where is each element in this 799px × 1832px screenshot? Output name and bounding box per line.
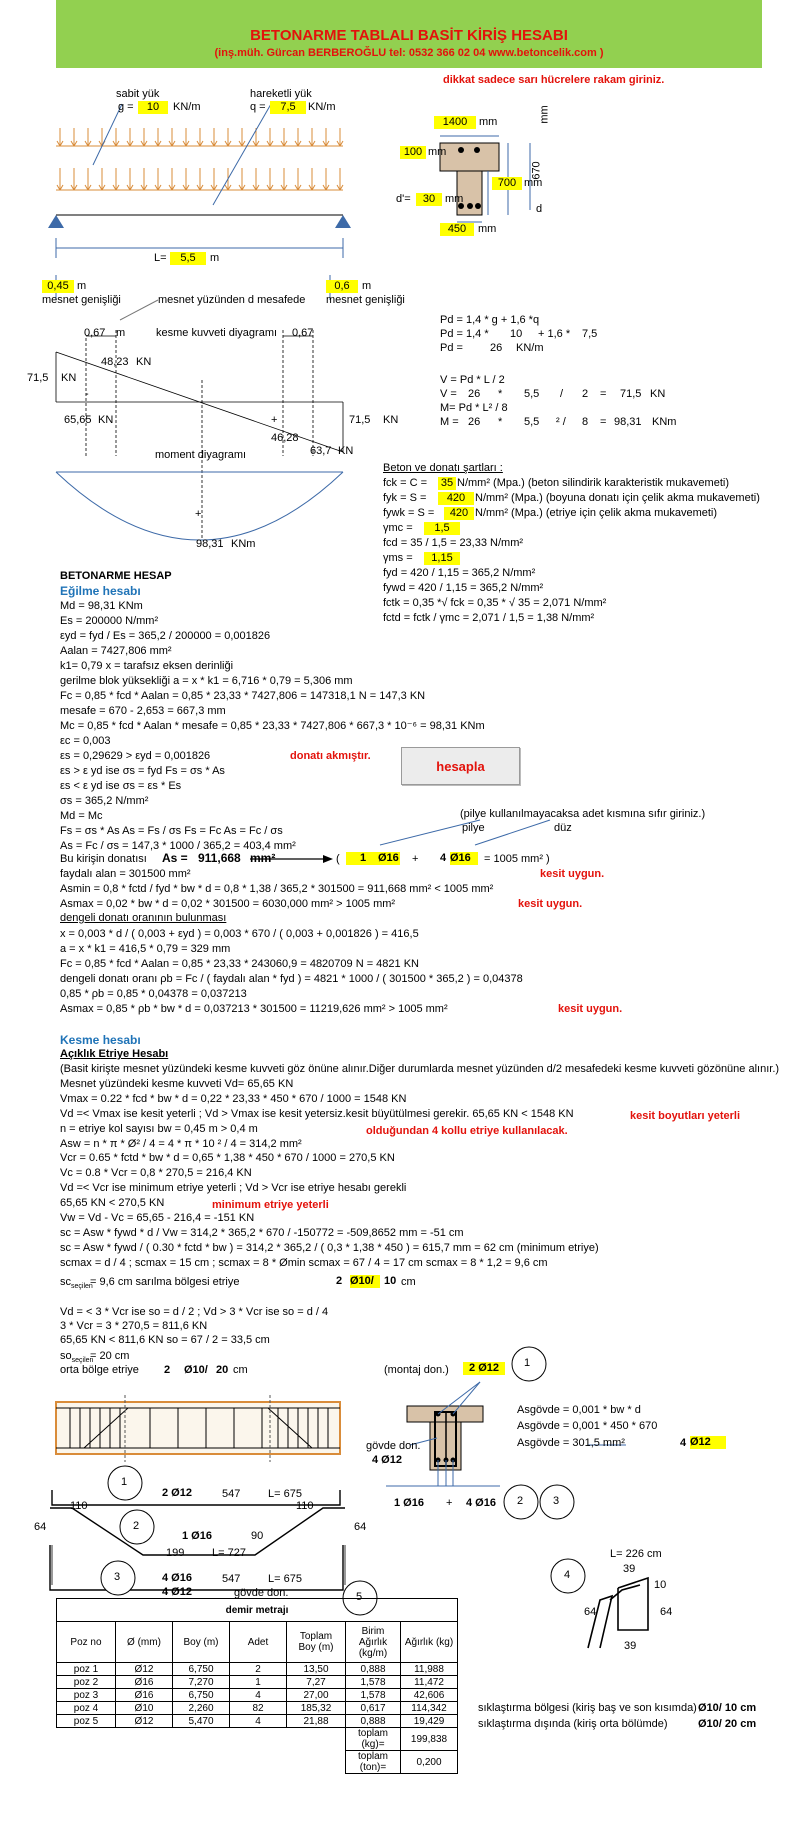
pd-line-3a: Pd = xyxy=(440,342,463,354)
m-7a: M = xyxy=(440,416,459,428)
calc-line: Asmax = 0,85 * ρb * bw * d = 0,037213 * 301500 = 11219,626 mm² > 1005 mm² xyxy=(60,1003,448,1015)
calc-line: 65,65 KN < 811,6 KN so = 67 / 2 = 33,5 cm xyxy=(60,1334,270,1346)
duz-count: 4 xyxy=(440,852,447,864)
calc-line: Mc = 0,85 * fcd * Aalan * mesafe = 0,85 * 23,33 * 7427,806 * 667,3 * 10⁻⁶ = 98,31 KNm xyxy=(60,720,485,732)
pd-line-2c: + 1,6 * xyxy=(538,328,571,340)
table-cell: poz 1 xyxy=(57,1663,116,1676)
kesit-uygun-3: kesit uygun. xyxy=(558,1003,623,1015)
kollu-note: olduğundan 4 kollu etriye kullanılacak. xyxy=(366,1125,568,1137)
orta-unit: cm xyxy=(233,1364,248,1376)
v-5b: 26 xyxy=(468,388,481,400)
poz4-10: 10 xyxy=(654,1579,667,1591)
calc-line: sc = Asw * fywd * d / Vw = 314,2 * 365,2 * 670 / -150772 = -509,8652 mm = -51 cm xyxy=(60,1226,464,1239)
m-7i: KNm xyxy=(652,416,677,428)
table-cell: 13,50 xyxy=(287,1663,346,1676)
metraj-header: Ø (mm) xyxy=(116,1622,173,1663)
calc-line: Asw = n * π * Ø² / 4 = 4 * π * 10 ² / 4 = 314,2 mm² xyxy=(60,1137,302,1150)
calc-line: εc = 0,003 xyxy=(60,735,111,747)
poz4-circle: 4 xyxy=(564,1569,571,1581)
orta-dia: Ø10/ xyxy=(184,1364,208,1376)
calc-line: (Basit kirişte mesnet yüzündeki kesme kuvveti göz önüne alınır.Diğer durumlarda mesnet yüzünden d/2 mesafedeki kesme kuvveti gözönüne alınır.) xyxy=(60,1063,780,1075)
v-5e: / xyxy=(560,388,564,400)
calc-line: Asmin = 0,8 * fctd / fyd * bw * d = 0,8 * 1,38 / 365,2 * 301500 = 911,668 mm² < 1005 mm² xyxy=(60,883,494,895)
fyk-label: fyk = S = xyxy=(383,492,427,504)
calc-line: k1= 0,79 x = tarafsız eksen derinliği xyxy=(60,660,234,672)
height-input[interactable]: 700 xyxy=(492,177,522,190)
table-cell: 21,88 xyxy=(287,1715,346,1728)
total-ton: 0,200 xyxy=(401,1751,458,1774)
dead-load-unit: KN/m xyxy=(173,101,201,113)
fck-input[interactable]: 35 xyxy=(438,477,456,490)
calc-line: mesafe = 670 - 2,653 = 667,3 mm xyxy=(60,705,226,717)
metraj-header: Toplam Boy (m) xyxy=(287,1622,346,1663)
stirrup-shape xyxy=(588,1578,648,1648)
shear-plus: + xyxy=(271,414,278,426)
table-cell: Ø10 xyxy=(116,1702,173,1715)
siklastirma-2: sıklaştırma dışında (kiriş orta bölümde) xyxy=(478,1718,668,1730)
orta-label: orta bölge etriye xyxy=(60,1364,139,1376)
v-5f: 2 xyxy=(582,388,589,400)
kesit-yeterli: kesit boyutları yeterli xyxy=(630,1110,741,1122)
pilye-label: pilye xyxy=(462,822,485,834)
so-secilen-label: $so_{seçilen}$ xyxy=(60,1350,94,1365)
paren-open: ( xyxy=(336,853,340,865)
calc-line: εs > ε yd ise σs = fyd Fs = σs * As xyxy=(60,765,225,777)
metraj-header: Poz no xyxy=(57,1622,116,1663)
duz-dia-input[interactable]: Ø16 xyxy=(450,852,478,865)
poz1-L: L= 675 xyxy=(268,1488,302,1500)
pilye-dia-input[interactable]: Ø16 xyxy=(378,852,399,864)
pilye-count-input[interactable]: 1 xyxy=(346,852,380,865)
sc-secilen-value: = 9,6 cm sarılma bölgesi etriye xyxy=(90,1276,240,1288)
poz2-110-right: 110 xyxy=(296,1500,314,1512)
table-cell: poz 2 xyxy=(57,1676,116,1689)
poz4-64a: 64 xyxy=(584,1606,597,1618)
calc-heading: BETONARME HESAP xyxy=(60,570,172,582)
dengeli-heading: dengeli donatı oranının bulunması xyxy=(60,912,227,924)
shear-minus: - xyxy=(85,388,89,400)
bending-heading: Eğilme hesabı xyxy=(60,584,141,598)
siklastirma-2-val: Ø10/ 20 cm xyxy=(698,1718,757,1730)
table-cell: 1,578 xyxy=(346,1676,401,1689)
fck-label: fck = C = xyxy=(383,477,428,489)
dead-load-sym: g = xyxy=(118,101,134,113)
right-support-unit: m xyxy=(362,280,372,292)
table-cell: Ø12 xyxy=(116,1715,173,1728)
shear-v1-unit: KN xyxy=(136,356,152,368)
orta-spacing: 20 xyxy=(216,1364,229,1376)
poz1-circle: 1 xyxy=(121,1476,128,1488)
asgovde-count: 4 xyxy=(680,1437,687,1449)
donati-value: 911,668 xyxy=(198,851,241,865)
poz5-circle: 5 xyxy=(356,1591,363,1603)
pd-line-3c: KN/m xyxy=(516,342,544,354)
fctk-line: fctk = 0,35 *√ fck = 0,35 * √ 35 = 2,071 N/mm² xyxy=(383,597,607,609)
materials-title: Beton ve donatı şartları : xyxy=(383,462,503,474)
v-5h: 71,5 xyxy=(620,388,642,400)
calc-line: As = Fc / σs = 147,3 * 1000 / 365,2 = 403,4 mm² xyxy=(60,840,296,852)
table-cell: 1,578 xyxy=(346,1689,401,1702)
shear-v1: 48,23 xyxy=(101,356,129,368)
calc-line: σs = 365,2 N/mm² xyxy=(60,795,149,807)
table-cell: 6,750 xyxy=(173,1689,230,1702)
metraj-header: Boy (m) xyxy=(173,1622,230,1663)
poz2-L: L= 727 xyxy=(212,1547,246,1559)
fywd-line: fywd = 420 / 1,15 = 365,2 N/mm² xyxy=(383,582,544,594)
v-5d: 5,5 xyxy=(524,388,540,400)
fyk-input[interactable]: 420 xyxy=(438,492,474,505)
sarilma-unit: cm xyxy=(401,1276,416,1288)
table-cell: Ø16 xyxy=(116,1676,173,1689)
donati-label: Bu kirişin donatısı xyxy=(60,853,147,865)
calc-line: Vd =< Vmax ise kesit yeterli ; Vd > Vmax ise kesit yetersiz.kesit büyütülmesi gerekir. 65,65 KN < 1548 KN xyxy=(60,1107,574,1120)
span-unit: m xyxy=(210,252,220,264)
poz2-199: 199 xyxy=(166,1547,185,1559)
span-label: L= xyxy=(154,252,167,264)
montaj-label: (montaj don.) xyxy=(384,1364,449,1376)
flange-width-unit: mm xyxy=(479,116,498,128)
shear-d-left: 0,67 xyxy=(84,327,106,339)
calc-line: Vd =< Vcr ise minimum etriye yeterli ; Vd > Vcr ise etriye hesabı gerekli xyxy=(60,1182,407,1195)
calc-line: Vw = Vd - Vc = 65,65 - 216,4 = -151 KN xyxy=(60,1212,255,1224)
table-row xyxy=(57,1715,458,1728)
fywk-label: fywk = S = xyxy=(383,507,435,519)
mid-support-label: mesnet yüzünden d mesafede xyxy=(158,294,306,306)
table-cell: 11,988 xyxy=(401,1663,458,1676)
siklastirma-1: sıklaştırma bölgesi (kiriş baş ve son kısımda) xyxy=(478,1702,697,1714)
asgovde-dia-input[interactable]: Ø12 xyxy=(690,1436,726,1449)
calc-line: 3 * Vcr = 3 * 270,5 = 811,6 KN xyxy=(60,1320,208,1332)
live-load-label: hareketli yük xyxy=(250,88,312,100)
calc-line: Md = Mc xyxy=(60,810,103,822)
table-cell: 0,888 xyxy=(346,1715,401,1728)
poz2-bar: 1 Ø16 xyxy=(182,1530,212,1542)
span-input[interactable]: 5,5 xyxy=(170,252,206,265)
left-support-icon xyxy=(48,215,64,228)
calc-line: Vmax = 0.22 * fcd * bw * d = 0,22 * 23,33 * 450 * 670 / 1000 = 1548 KN xyxy=(60,1092,407,1105)
table-row xyxy=(57,1702,458,1715)
table-cell: 1 xyxy=(230,1676,287,1689)
fctd-line: fctd = fctk / γmc = 2,071 / 1,5 = 1,38 N/mm² xyxy=(383,612,595,624)
sarilma-count: 2 xyxy=(336,1275,343,1287)
table-cell: 2,260 xyxy=(173,1702,230,1715)
beam-elevation xyxy=(56,1395,340,1462)
calc-line: a = x * k1 = 416,5 * 0,79 = 329 mm xyxy=(60,943,231,955)
gms-label: γms = xyxy=(383,552,413,564)
asgovde-1: Asgövde = 0,001 * bw * d xyxy=(517,1404,641,1416)
dead-load-label: sabit yük xyxy=(116,88,160,100)
v-5a: V = xyxy=(440,388,457,400)
poz4-64b: 64 xyxy=(660,1606,673,1618)
calc-line: Md = 98,31 KNm xyxy=(60,600,143,612)
circle-1-top: 1 xyxy=(524,1357,531,1369)
govde-label: gövde don. xyxy=(366,1440,421,1452)
v-5g: = xyxy=(600,388,607,400)
donati-result: = 1005 mm² ) xyxy=(484,853,550,865)
circle-2: 2 xyxy=(517,1495,524,1507)
minimum-note: minimum etriye yeterli xyxy=(212,1199,329,1211)
table-cell: Ø12 xyxy=(116,1663,173,1676)
m-formula: M= Pd * L² / 8 xyxy=(440,402,508,414)
m-7c: * xyxy=(498,416,503,428)
v-5c: * xyxy=(498,388,503,400)
calc-line: Fc = 0,85 * fcd * Aalan = 0,85 * 23,33 * 7427,806 = 147318,1 N = 147,3 KN xyxy=(60,690,426,702)
table-cell: 27,00 xyxy=(287,1689,346,1702)
govde-value: 4 Ø12 xyxy=(372,1454,402,1466)
fyk-desc: N/mm² (Mpa.) (boyuna donatı için çelik akma mukavemeti) xyxy=(475,492,760,504)
circle-3: 3 xyxy=(553,1495,560,1507)
shear-left-unit: KN xyxy=(61,372,77,384)
table-row xyxy=(57,1689,458,1702)
shear-diagram-title: kesme kuvveti diyagramı xyxy=(156,327,278,339)
web-width-unit: mm xyxy=(478,223,497,235)
moment-diagram-title: moment diyagramı xyxy=(155,449,247,461)
dead-load-input[interactable]: 10 xyxy=(138,101,168,114)
table-cell: 42,606 xyxy=(401,1689,458,1702)
metraj-table xyxy=(56,1598,458,1774)
height-input-unit: mm xyxy=(524,177,543,189)
fywk-input[interactable]: 420 xyxy=(444,507,474,520)
calc-line: Vcr = 0.65 * fctd * bw * d = 0,65 * 1,38 * 450 * 670 / 1000 = 270,5 KN xyxy=(60,1152,395,1165)
total-ton-label: toplam (ton)= xyxy=(346,1751,401,1774)
poz5-label: gövde don. xyxy=(234,1587,289,1599)
right-support-icon xyxy=(335,215,351,228)
fyd-line: fyd = 420 / 1,15 = 365,2 N/mm² xyxy=(383,567,536,579)
m-7b: 26 xyxy=(468,416,481,428)
v-formula: V = Pd * L / 2 xyxy=(440,374,505,386)
flange-thickness-input[interactable]: 100 xyxy=(400,146,426,159)
calc-line: εyd = fyd / Es = 365,2 / 200000 = 0,001826 xyxy=(60,630,271,642)
sarilma-spacing: 10 xyxy=(384,1275,397,1287)
cover-unit: mm xyxy=(445,193,464,205)
table-row xyxy=(57,1676,458,1689)
shear-63-unit: KN xyxy=(338,445,354,457)
table-cell: 11,472 xyxy=(401,1676,458,1689)
calc-line: εs = 0,29629 > εyd = 0,001826 xyxy=(60,750,211,762)
moment-diagram xyxy=(56,472,343,540)
m-7e: ² / xyxy=(556,416,566,428)
flange-thickness-unit: mm xyxy=(428,146,447,158)
left-support-input[interactable]: 0,45 xyxy=(42,280,74,293)
table-row xyxy=(57,1663,458,1676)
calc-line: 65,65 KN < 270,5 KN xyxy=(60,1197,165,1210)
metraj-title: demir metrajı xyxy=(57,1599,458,1622)
live-load-unit: KN/m xyxy=(308,101,336,113)
cover-input[interactable]: 30 xyxy=(416,193,442,206)
shear-mid-left: 65,65 xyxy=(64,414,92,426)
calc-line: Aalan = 7427,806 mm² xyxy=(60,645,172,657)
page-title: BETONARME TABLALI BASİT KİRİŞ HESABI xyxy=(250,27,568,44)
shear-d-unit: m xyxy=(116,327,126,339)
shear-d-right: 0,67 xyxy=(292,327,314,339)
stirrup-heading: Açıklık Etriye Hesabı xyxy=(60,1048,169,1060)
pd-line-1: Pd = 1,4 * g + 1,6 *q xyxy=(440,314,540,326)
poz1-bar: 2 Ø12 xyxy=(162,1487,192,1499)
gmc-label: γmc = xyxy=(383,522,413,534)
table-cell: poz 4 xyxy=(57,1702,116,1715)
table-cell: 82 xyxy=(230,1702,287,1715)
calc-line: gerilme blok yüksekliği a = x * k1 = 6,716 * 0,79 = 5,306 mm xyxy=(60,675,353,687)
poz2-64-right: 64 xyxy=(354,1521,367,1533)
poz5-bar: 4 Ø12 xyxy=(162,1586,192,1598)
table-cell: 4 xyxy=(230,1715,287,1728)
table-cell: 19,429 xyxy=(401,1715,458,1728)
rebar-section xyxy=(386,1382,626,1486)
asgovde-3: Asgövde = 301,5 mm² xyxy=(517,1437,625,1449)
shear-mid-unit: KN xyxy=(98,414,114,426)
table-cell: 0,888 xyxy=(346,1663,401,1676)
shear-left-value: 71,5 xyxy=(27,372,49,384)
flange-width-input[interactable]: 1400 xyxy=(434,116,476,129)
poz4-39a: 39 xyxy=(623,1563,636,1575)
notice-text: dikkat sadece sarı hücrelere rakam giriniz. xyxy=(443,74,665,86)
calc-line: Fc = 0,85 * fcd * Aalan = 0,85 * 23,33 * 243060,9 = 4820709 N = 4821 KN xyxy=(60,958,419,970)
poz3-circle: 3 xyxy=(114,1571,121,1583)
left-support-unit: m xyxy=(77,280,87,292)
shear-bottom-value: 46,28 xyxy=(271,432,299,444)
d-label: d xyxy=(536,203,543,215)
poz2-circle: 2 xyxy=(133,1520,140,1532)
pd-line-2b: 10 xyxy=(510,328,523,340)
gms-input[interactable]: 1,15 xyxy=(424,552,460,565)
pd-line-3b: 26 xyxy=(490,342,503,354)
poz4-39b: 39 xyxy=(624,1640,637,1652)
table-cell: 4 xyxy=(230,1689,287,1702)
table-cell: 5,470 xyxy=(173,1715,230,1728)
total-kg: 199,838 xyxy=(401,1728,458,1751)
bottom-bar-2: 4 Ø16 xyxy=(466,1497,496,1509)
poz3-L: L= 675 xyxy=(268,1573,302,1585)
calc-line: Asmax = 0,02 * bw * d = 0,02 * 301500 = 6030,000 mm² > 1005 mm² xyxy=(60,898,396,910)
cover-label: d'= xyxy=(396,193,411,205)
pd-line-2a: Pd = 1,4 * xyxy=(440,328,489,340)
calc-line: n = etriye kol sayısı bw = 0,45 m > 0,4 m xyxy=(60,1122,258,1135)
calc-line: scmax = d / 4 ; scmax = 15 cm ; scmax = 8 * Ømin scmax = 67 / 4 = 17 cm scmax = 8 * 1,2 = 9,6 cm xyxy=(60,1256,548,1269)
calc-line: sc = Asw * fywd / ( 0.30 * fctd * bw ) = 314,2 * 365,2 / ( 0,3 * 1,38 * 450 ) = 615,7 mm = 62 cm (minimum etriye) xyxy=(60,1241,599,1254)
orta-count: 2 xyxy=(164,1364,171,1376)
table-cell: 0,617 xyxy=(346,1702,401,1715)
total-kg-label: toplam (kg)= xyxy=(346,1728,401,1751)
fck-desc: N/mm² (Mpa.) (beton silindirik karakteristik mukavemeti) xyxy=(457,477,729,489)
fywk-desc: N/mm² (Mpa.) (etriye için çelik akma mukavemeti) xyxy=(475,507,718,519)
so-secilen-value: = 20 cm xyxy=(90,1350,130,1362)
siklastirma-1-val: Ø10/ 10 cm xyxy=(698,1702,757,1714)
calc-line: Vd = < 3 * Vcr ise so = d / 2 ; Vd > 3 * Vcr ise so = d / 4 xyxy=(60,1306,329,1318)
m-7h: 98,31 xyxy=(614,416,642,428)
metraj-header: Adet xyxy=(230,1622,287,1663)
calc-line: Es = 200000 N/mm² xyxy=(60,615,159,627)
donati-unit: mm² xyxy=(250,851,276,865)
table-cell: Ø16 xyxy=(116,1689,173,1702)
calc-line: 0,85 * ρb = 0,85 * 0,04378 = 0,037213 xyxy=(60,988,247,1000)
m-7d: 5,5 xyxy=(524,416,540,428)
table-cell: 185,32 xyxy=(287,1702,346,1715)
calc-line: x = 0,003 * d / ( 0,003 + εyd ) = 0,003 * 670 / ( 0,003 + 0,001826 ) = 416,5 xyxy=(60,928,419,940)
table-cell: 114,342 xyxy=(401,1702,458,1715)
donati-plus: + xyxy=(412,853,419,865)
right-support-label: mesnet genişliği xyxy=(326,294,405,306)
poz4-L: L= 226 cm xyxy=(610,1548,662,1560)
poz2-110-left: 110 xyxy=(70,1500,88,1512)
table-cell: 6,750 xyxy=(173,1663,230,1676)
hesapla-button[interactable]: hesapla xyxy=(401,747,520,785)
gmc-input[interactable]: 1,5 xyxy=(424,522,460,535)
calc-line: faydalı alan = 301500 mm² xyxy=(60,868,191,880)
m-7g: = xyxy=(600,416,607,428)
right-support-input[interactable]: 0,6 xyxy=(326,280,358,293)
duz-label: düz xyxy=(554,822,572,834)
poz2-64-left: 64 xyxy=(34,1521,47,1533)
table-cell: 7,27 xyxy=(287,1676,346,1689)
web-width-input[interactable]: 450 xyxy=(440,223,474,236)
calc-line: Mesnet yüzündeki kesme kuvveti Vd= 65,65 KN xyxy=(60,1077,294,1090)
calc-line: Vc = 0.8 * Vcr = 0,8 * 270,5 = 216,4 KN xyxy=(60,1167,252,1180)
v-5i: KN xyxy=(650,388,666,400)
table-cell: 2 xyxy=(230,1663,287,1676)
poz3-length: 547 xyxy=(222,1573,241,1585)
kesit-uygun-2: kesit uygun. xyxy=(518,898,583,910)
live-load-sym: q = xyxy=(250,101,266,113)
pd-line-2d: 7,5 xyxy=(582,328,598,340)
bottom-bar-1: 1 Ø16 xyxy=(394,1497,424,1509)
sc-secilen-label: $sc_{seçilen}$ xyxy=(60,1276,93,1291)
metraj-header: Ağırlık (kg) xyxy=(401,1622,458,1663)
poz1-length: 547 xyxy=(222,1488,241,1500)
poz2-90: 90 xyxy=(251,1530,264,1542)
fcd-line: fcd = 35 / 1,5 = 23,33 N/mm² xyxy=(383,537,524,549)
calc-line: Fs = σs * As As = Fs / σs Fs = Fc As = Fc / σs xyxy=(60,825,283,837)
page-subtitle: (inş.müh. Gürcan BERBEROĞLU tel: 0532 366 02 04 www.betoncelik.com ) xyxy=(214,47,604,59)
shear-right-unit: KN xyxy=(383,414,399,426)
shear-63: 63,7 xyxy=(310,445,332,457)
load-diagram xyxy=(56,128,343,215)
sarilma-dia-input[interactable]: Ø10/ xyxy=(350,1275,380,1288)
montaj-input[interactable]: 2 Ø12 xyxy=(463,1362,505,1375)
shear-right-value: 71,5 xyxy=(349,414,371,426)
height-unit-v: mm xyxy=(538,105,551,124)
height-value: 670 xyxy=(530,161,543,180)
moment-plus: + xyxy=(195,508,202,520)
metraj-header: Birim Ağırlık (kg/m) xyxy=(346,1622,401,1663)
moment-value: 98,31 xyxy=(196,538,224,550)
calc-line: dengeli donatı oranı ρb = Fc / ( faydalı alan * fyd ) = 4821 * 1000 / ( 301500 * 365,2 ) = 0,04378 xyxy=(60,973,523,985)
pilye-note: (pilye kullanılmayacaksa adet kısmına sıfır giriniz.) xyxy=(460,808,706,820)
shear-heading: Kesme hesabı xyxy=(60,1033,141,1047)
live-load-input[interactable]: 7,5 xyxy=(270,101,306,114)
left-support-label: mesnet genişliği xyxy=(42,294,121,306)
table-cell: 7,270 xyxy=(173,1676,230,1689)
bottom-bar-plus: + xyxy=(446,1497,453,1509)
asgovde-2: Asgövde = 0,001 * 450 * 670 xyxy=(517,1420,658,1432)
moment-unit: KNm xyxy=(231,538,256,550)
donati-as: As = xyxy=(162,851,188,865)
poz3-bar: 4 Ø16 xyxy=(162,1572,192,1584)
akma-note: donatı akmıştır. xyxy=(290,750,371,762)
m-7f: 8 xyxy=(582,416,589,428)
table-cell: poz 5 xyxy=(57,1715,116,1728)
kesit-uygun-1: kesit uygun. xyxy=(540,868,605,880)
calc-line: εs < ε yd ise σs = εs * Es xyxy=(60,780,182,792)
table-cell: poz 3 xyxy=(57,1689,116,1702)
